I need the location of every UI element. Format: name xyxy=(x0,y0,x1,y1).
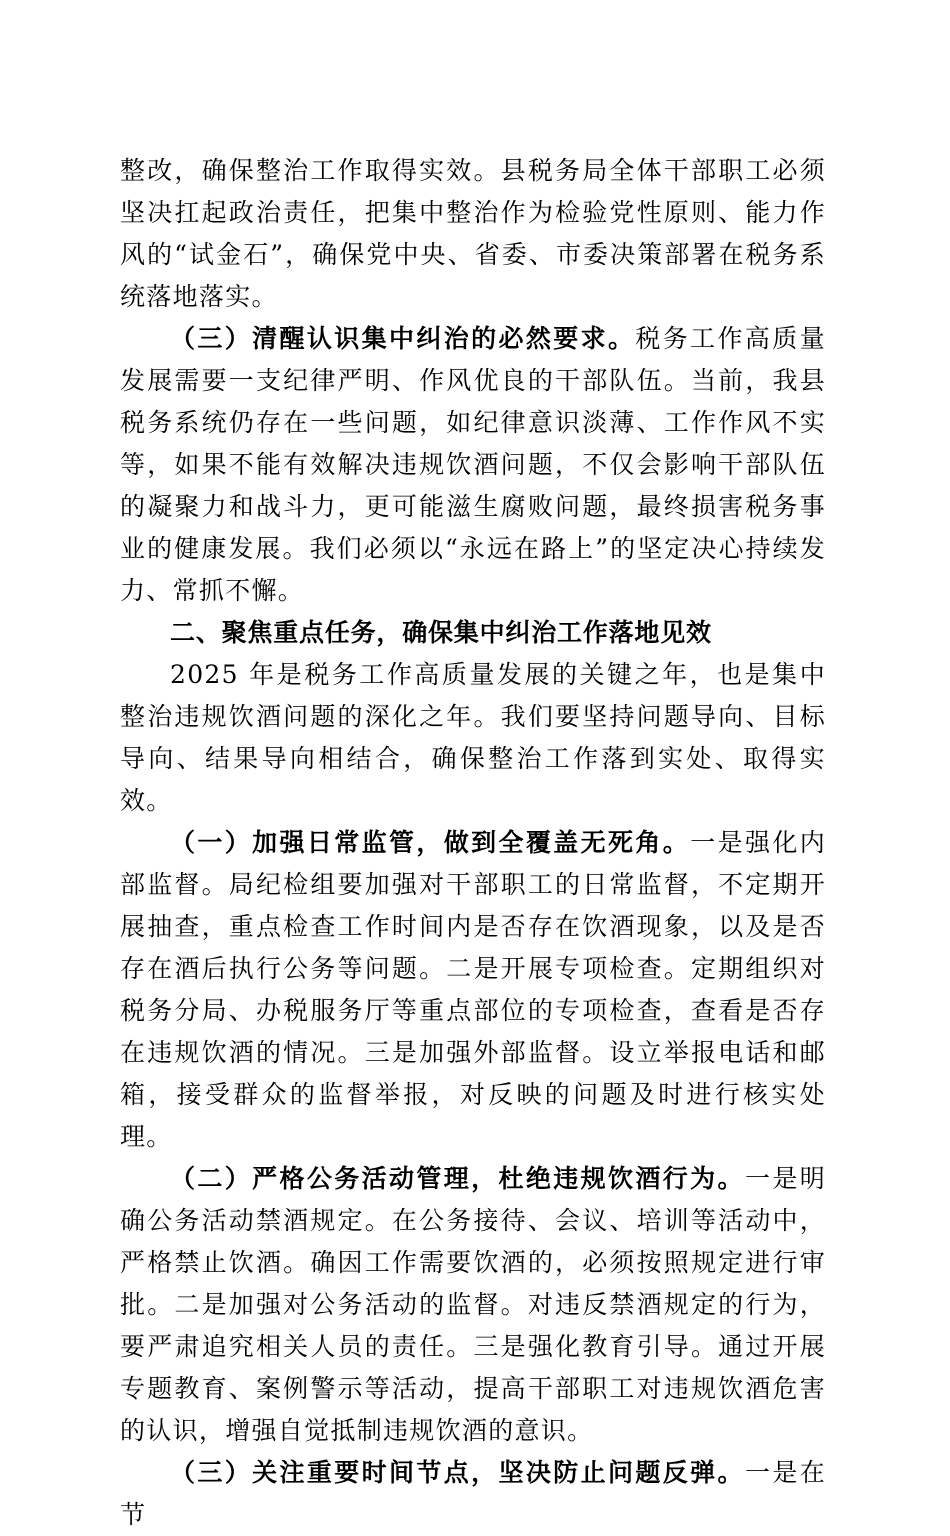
subsection-heading: （二）严格公务活动管理，杜绝违规饮酒行为。 xyxy=(170,1164,745,1193)
paragraph-supervision xyxy=(120,822,826,1158)
paragraph-text: 税务工作高质量发展需要一支纪律严明、作风优良的干部队伍。当前，我县税务系统仍存在一些问题，如纪律意识淡薄、工作作风不实等，如果不能有效解决违规饮酒问题，不仅会影响干部队伍的凝聚力和战斗力，更可能滋生腐败问题，最终损害税务事业的健康发展。我们必须以“永远在路上”的坚定决心持续发力、常抓不懈。 xyxy=(120,324,826,605)
paragraph-official-activities xyxy=(120,1158,826,1452)
paragraph-intro xyxy=(120,654,826,822)
subsection-heading: （三）关注重要时间节点，坚决防止问题反弹。 xyxy=(170,1458,745,1487)
paragraph-text: 一是强化内部监督。局纪检组要加强对干部职工的日常监督，不定期开展抽查，重点检查工作时间内是否存在饮酒现象，以及是否存在酒后执行公务等问题。二是开展专项检查。定期组织对税务分局、办税服务厅等重点部位的专项检查，查看是否存在违规饮酒的情况。三是加强外部监督。设立举报电话和邮箱，接受群众的监督举报，对反映的问题及时进行核实处理。 xyxy=(120,828,826,1151)
document-body xyxy=(120,150,826,1536)
paragraph-text: 2025 年是税务工作高质量发展的关键之年，也是集中整治违规饮酒问题的深化之年。我们要坚持问题导向、目标导向、结果导向相结合，确保整治工作落到实处、取得实效。 xyxy=(120,660,826,815)
section-heading: 二、聚焦重点任务，确保集中纠治工作落地见效 xyxy=(170,618,712,647)
paragraph-key-dates xyxy=(120,1452,826,1536)
paragraph-text: 整改，确保整治工作取得实效。县税务局全体干部职工必须坚决扛起政治责任，把集中整治作为检验党性原则、能力作风的“试金石”，确保党中央、省委、市委决策部署在税务系统落地落实。 xyxy=(120,156,826,311)
paragraph-continuation xyxy=(120,150,826,318)
paragraph-necessity xyxy=(120,318,826,612)
subsection-heading: （一）加强日常监管，做到全覆盖无死角。 xyxy=(170,828,691,857)
subsection-heading: （三）清醒认识集中纠治的必然要求。 xyxy=(170,324,636,353)
paragraph-text: 一是在节 xyxy=(120,1458,826,1529)
paragraph-text: 一是明确公务活动禁酒规定。在公务接待、会议、培训等活动中，严格禁止饮酒。确因工作需要饮酒的，必须按照规定进行审批。二是加强对公务活动的监督。对违反禁酒规定的行为，要严肃追究相关人员的责任。三是强化教育引导。通过开展专题教育、案例警示等活动，提高干部职工对违规饮酒危害的认识，增强自觉抵制违规饮酒的意识。 xyxy=(120,1164,826,1445)
